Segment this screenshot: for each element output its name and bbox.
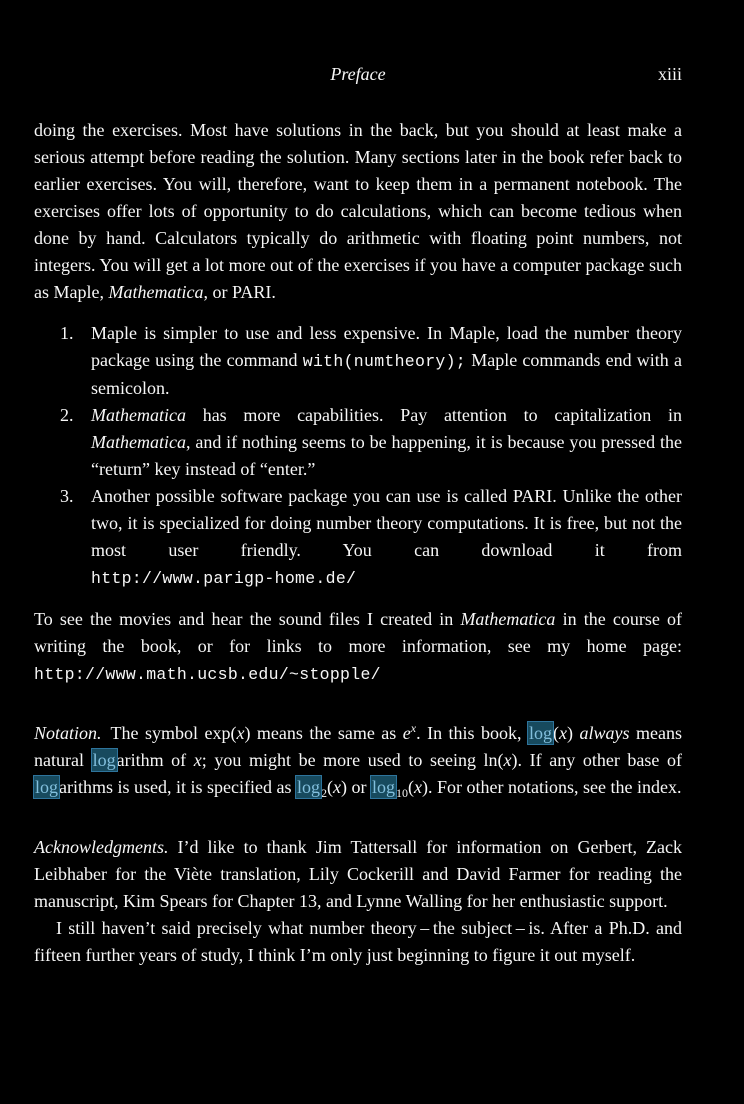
search-highlight: log — [35, 777, 59, 797]
emphasis-text: x — [503, 750, 512, 770]
emphasis-text: Mathematica — [91, 432, 186, 452]
notation-paragraph — [34, 715, 682, 807]
text-run: The symbol exp( — [101, 723, 237, 743]
emphasis-text: Mathematica — [108, 282, 204, 302]
text-run: Another possible software package you can use is called PARI. Unlike the other two, it is specialized for doing number theory computations. It is free, but not the most user friendly. You can download it from — [91, 486, 682, 560]
text-run: ) — [567, 723, 580, 743]
text-run: ( — [553, 723, 560, 743]
text-run: ). For other notations, see the index. — [422, 777, 682, 797]
emphasis-text: x — [414, 777, 423, 797]
search-highlight: log — [92, 750, 116, 770]
text-run: arithm of — [116, 750, 194, 770]
text-run: ( — [408, 777, 415, 797]
emphasis-text: Notation. — [34, 723, 102, 743]
emphasis-text: x — [559, 723, 568, 743]
code-span: http://www.parigp-home.de/ — [91, 569, 357, 588]
list-item-number: 1. — [60, 323, 74, 343]
text-run: has more capabilities. Pay attention to capitalization in — [185, 405, 682, 425]
homepage-paragraph — [34, 606, 682, 688]
emphasis-text: always — [579, 723, 630, 743]
page-number: xiii — [657, 64, 682, 84]
text-run: doing the exercises. Most have solutions in the back, but you should at least make a serious attempt before reading the solution. Many sections later in the book refer back to earlier exercises. You will, therefore, want to keep them in a permanent notebook. The exercises offer lots of opportunity to do calculations, which can become tedious when done by hand. Calculators typically do arithmetic with floating point numbers, not integers. You will get a lot more out of the exercises if you have a computer package such as Maple, — [34, 120, 682, 302]
emphasis-text: x — [333, 777, 341, 797]
emphasis-text: Mathematica — [460, 609, 556, 629]
text-run: Maple commands end with a semicolon. — [91, 350, 683, 398]
list-item — [34, 483, 682, 592]
running-head-title: Preface — [330, 64, 386, 84]
text-run: ; you might be more used to seeing ln( — [201, 750, 504, 770]
superscript-text: x — [410, 721, 417, 735]
emphasis-text: x — [193, 750, 202, 770]
emphasis-text: x — [236, 723, 245, 743]
list-item — [34, 402, 682, 483]
text-run: I’d like to thank Jim Tattersall for information on Gerbert, Zack Leibhaber for the Viète translation, Lily Cockerill and David Farmer for reading the manuscript, Kim Spears for Chapter 13, and Lynne Walling for her enthusiastic support. — [34, 837, 682, 911]
acknowledgments-paragraph — [34, 834, 682, 915]
list-item — [34, 320, 682, 402]
emphasis-text: Acknowledgments. — [34, 837, 169, 857]
subscript-text: 2 — [321, 786, 327, 800]
page-header — [34, 62, 682, 86]
text-run: ( — [327, 777, 333, 797]
software-packages-list — [34, 320, 682, 592]
text-run: Maple is simpler to use and less expensive. In Maple, load the number theory package using the command — [91, 323, 682, 370]
list-item-text — [91, 402, 682, 483]
text-run: , or PARI. — [203, 282, 276, 302]
closing-paragraph — [34, 915, 682, 969]
text-run: , and if nothing seems to be happening, it is because you pressed the “return” key instead of “enter.” — [91, 432, 682, 479]
search-highlight: log — [529, 723, 553, 743]
list-item-text — [91, 483, 682, 592]
code-span: with(numtheory); — [302, 352, 467, 371]
text-run: ). If any other base of — [511, 750, 682, 770]
text-run: in the course of writing the book, or for links to more information, see my home page: — [34, 609, 682, 656]
text-run: ) or — [341, 777, 371, 797]
text-run: . In this book, — [416, 723, 529, 743]
text-run: ) means the same as — [244, 723, 403, 743]
text-run: arithms is used, it is specified as — [59, 777, 296, 797]
code-span: http://www.math.ucsb.edu/~stopple/ — [34, 665, 381, 684]
text-run: I still haven’t said precisely what number theory – the subject – is. After a Ph.D. and fifteen further years of study, I think I’m only just beginning to figure it out myself. — [34, 918, 682, 965]
text-run: To see the movies and hear the sound files I created in — [34, 609, 461, 629]
page-body — [34, 117, 682, 969]
emphasis-text: e — [402, 723, 411, 743]
text-run: means natural — [34, 723, 682, 770]
search-highlight: log — [372, 777, 396, 797]
exercises-paragraph — [34, 117, 682, 306]
list-item-number: 2. — [60, 405, 74, 425]
subscript-text: 10 — [396, 786, 409, 800]
list-item-text — [91, 320, 682, 402]
list-item-number: 3. — [60, 486, 74, 506]
search-highlight: log — [296, 777, 320, 797]
emphasis-text: Mathematica — [91, 405, 186, 425]
